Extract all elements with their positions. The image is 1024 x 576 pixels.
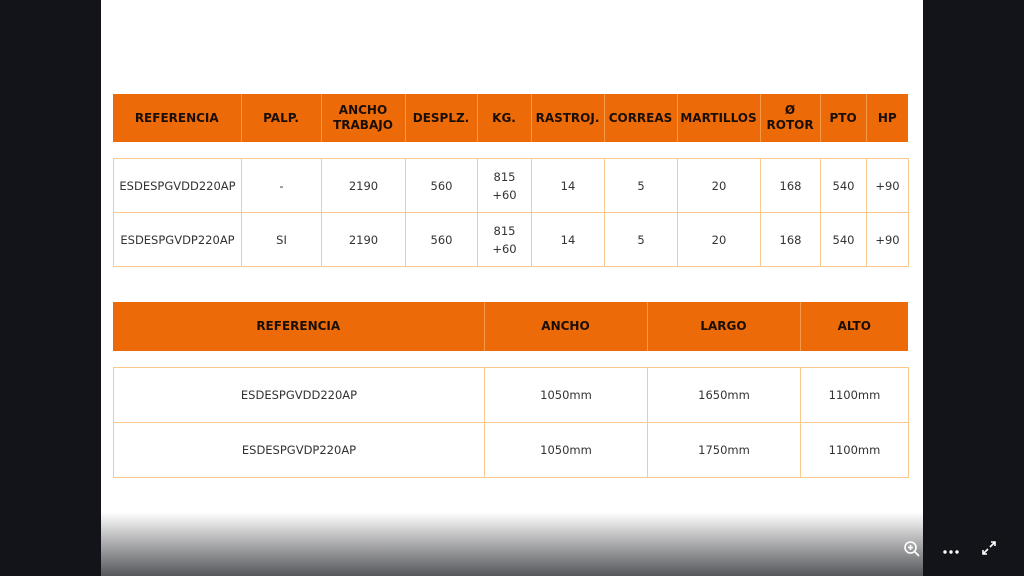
cell: 540: [821, 159, 867, 213]
cell: 20: [678, 159, 761, 213]
header-rastroj: RASTROJ.: [531, 94, 604, 142]
cell: 168: [761, 159, 821, 213]
dimensions-table-header: [113, 302, 908, 351]
table-row: [114, 213, 909, 267]
specs-table-body: [113, 158, 909, 267]
table-row: [114, 159, 909, 213]
cell: 1750mm: [648, 423, 801, 478]
dimensions-table-body: [113, 367, 909, 478]
header-desplz: DESPLZ.: [405, 94, 477, 142]
cell: -: [242, 159, 322, 213]
cell: ESDESPGVDP220AP: [114, 423, 485, 478]
header-pto: PTO: [820, 94, 866, 142]
header-ancho: ANCHO: [484, 302, 647, 351]
zoom-in-icon[interactable]: [903, 540, 921, 562]
cell: SI: [242, 213, 322, 267]
cell: 14: [532, 159, 605, 213]
cell: 5: [605, 159, 678, 213]
cell: ESDESPGVDD220AP: [114, 159, 242, 213]
cell: +90: [867, 213, 909, 267]
cell: 14: [532, 213, 605, 267]
cell: 1100mm: [801, 368, 909, 423]
cell: 2190: [322, 213, 406, 267]
header-largo: LARGO: [647, 302, 800, 351]
header-palp: PALP.: [241, 94, 321, 142]
header-martillos: MARTILLOS: [677, 94, 760, 142]
cell: 1100mm: [801, 423, 909, 478]
cell: ESDESPGVDP220AP: [114, 213, 242, 267]
cell: 560: [406, 213, 478, 267]
cell: +90: [867, 159, 909, 213]
fullscreen-icon[interactable]: [981, 540, 997, 560]
cell: 5: [605, 213, 678, 267]
cell: 815 +60: [478, 159, 532, 213]
header-rotor: Ø ROTOR: [760, 94, 820, 142]
bottom-gradient: [101, 512, 923, 576]
cell: ESDESPGVDD220AP: [114, 368, 485, 423]
specs-table-header: [113, 94, 908, 142]
cell: 1650mm: [648, 368, 801, 423]
cell: 168: [761, 213, 821, 267]
header-referencia: REFERENCIA: [113, 302, 484, 351]
cell: 815 +60: [478, 213, 532, 267]
table-row: [114, 423, 909, 478]
header-kg: KG.: [477, 94, 531, 142]
cell: 1050mm: [485, 368, 648, 423]
cell: 20: [678, 213, 761, 267]
cell: 1050mm: [485, 423, 648, 478]
header-hp: HP: [866, 94, 908, 142]
header-correas: CORREAS: [604, 94, 677, 142]
cell: 560: [406, 159, 478, 213]
header-ancho-trabajo: ANCHO TRABAJO: [321, 94, 405, 142]
cell: 540: [821, 213, 867, 267]
more-icon[interactable]: [942, 543, 960, 562]
header-referencia: REFERENCIA: [113, 94, 241, 142]
table-row: [114, 368, 909, 423]
cell: 2190: [322, 159, 406, 213]
image-page: [101, 0, 923, 576]
header-alto: ALTO: [800, 302, 908, 351]
